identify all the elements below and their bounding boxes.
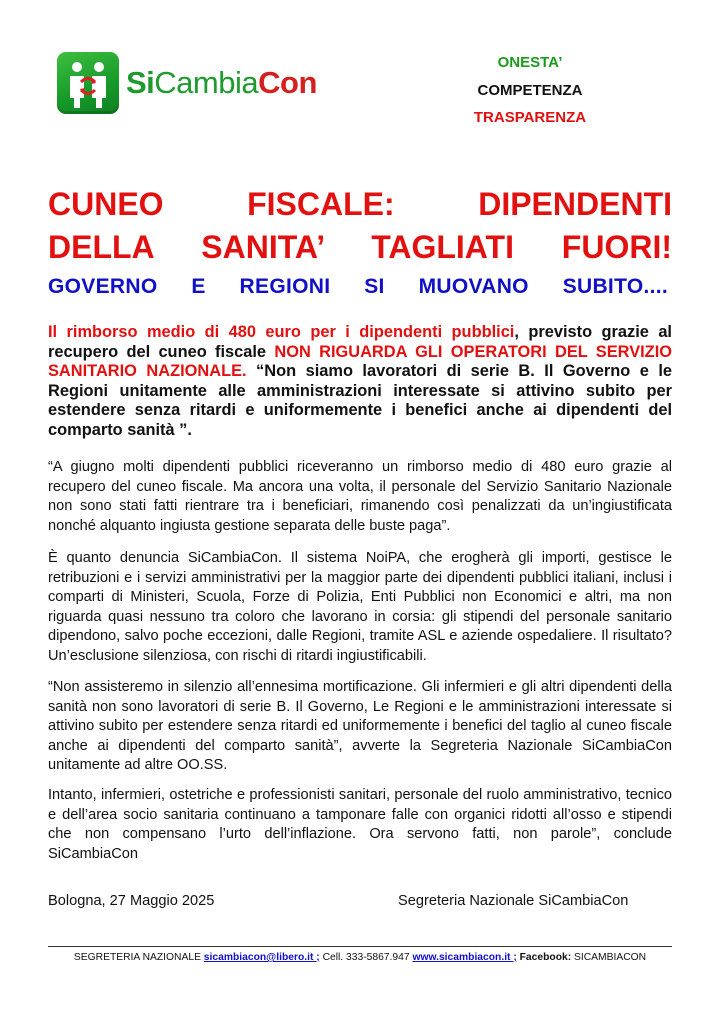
logo-con: Con — [258, 65, 317, 100]
footer-label: SEGRETERIA NAZIONALE — [73, 952, 204, 963]
footer-email-link[interactable]: sicambiacon@libero.it ; — [203, 952, 320, 963]
headline-line-1: CUNEO FISCALE: DIPENDENTI — [48, 186, 672, 222]
logo-icon — [57, 52, 119, 114]
body-paragraph-4: Intanto, infermieri, ostetriche e professionisti sanitari, personale del ruolo amministrativo, tecnico e dell’area socio sanitaria continuano a tamponare falle con organici ridotti all’osso e stipendi che non compensano l’urto dell’inflazione. Ora servono fatti, non parole”, conclude SiCambiaCon — [48, 787, 672, 862]
logo-si: Si — [126, 65, 155, 100]
people-exchange-icon — [57, 52, 119, 114]
footer-website-link[interactable]: www.sicambiacon.it ; — [412, 952, 517, 963]
value-onesta: ONESTA’ — [497, 54, 563, 71]
lead-red-2: NON RIGUARDA GLI OPERATORI DEL SERVIZIO SANITARIO NAZIONALE. — [48, 342, 672, 380]
date-place: Bologna, 27 Maggio 2025 — [48, 893, 215, 909]
value-trasparenza: TRASPARENZA — [473, 109, 587, 126]
headline-line-2: DELLA SANITA’ TAGLIATI FUORI! — [48, 229, 672, 265]
lead-text-2: “Non siamo lavoratori di serie B. Il Governo e le Regioni unitamente alle amministrazioni interessate si attivino subito per estendere senza ritardi e uniformemente i benefici anche ai dipendenti del comparto sanità ”. — [48, 362, 672, 439]
footer-facebook-value: SICAMBIACON — [571, 952, 647, 963]
lead-red-1: Il rimborso medio di 480 euro per i dipendenti pubblici — [48, 323, 515, 341]
footer — [48, 952, 672, 963]
value-competenza: COMPETENZA — [477, 82, 583, 99]
footer-phone: Cell. 333-5867.947 — [319, 952, 413, 963]
lead-paragraph — [48, 323, 672, 440]
body-paragraph-3: “Non assisteremo in silenzio all’ennesima mortificazione. Gli infermieri e gli altri dipendenti della sanità non sono lavoratori di serie B. Il Governo, Le Regioni e le amministrazioni interessate si attivino subito per estendere senza ritardi ed uniformemente i benefici del taglio al cuneo fiscale anche ai dipendenti del comparto sanità”, avverte la Segreteria Nazionale SiCambiaCon unitamente ad altre OO.SS. — [48, 679, 672, 773]
lead-text-1: , previsto grazie al recupero del cuneo fiscale — [48, 323, 672, 361]
body-paragraph-1: “A giugno molti dipendenti pubblici riceveranno un rimborso medio di 480 euro grazie al recupero del cuneo fiscale. Ma ancora una volta, il personale del Servizio Sanitario Nazionale non sono stati fatti rientrare tra i beneficiari, rimanendo così penalizzati da un’ingiustificata nonché alquanto ingiusta gestione separata delle buste paga”. — [48, 459, 672, 534]
footer-divider — [48, 946, 672, 947]
headline-subtitle: GOVERNO E REGIONI SI MUOVANO SUBITO.... — [48, 275, 668, 298]
logo-wordmark — [126, 65, 317, 101]
signer: Segreteria Nazionale SiCambiaCon — [398, 893, 629, 909]
body-paragraph-2: È quanto denuncia SiCambiaCon. Il sistema NoiPA, che erogherà gli importi, gestisce le retribuzioni e i servizi amministrativi per la maggior parte dei dipendenti pubblici italiani, inclusi i comparti di Ministeri, Scuola, Forze di Polizia, Enti Pubblici non Economici e altri, ma non riguarda quasi nessuno tra coloro che lavorano in corsia: gli stipendi del personale sanitario dipendono, salvo poche eccezioni, dalle Regioni, tramite ASL e aziende ospedaliere. Il risultato? Un’esclusione silenziosa, con rischi di ritardi ingiustificabili. — [48, 550, 672, 664]
logo-cambia: Cambia — [154, 65, 259, 100]
footer-facebook-label: Facebook: — [516, 952, 572, 963]
